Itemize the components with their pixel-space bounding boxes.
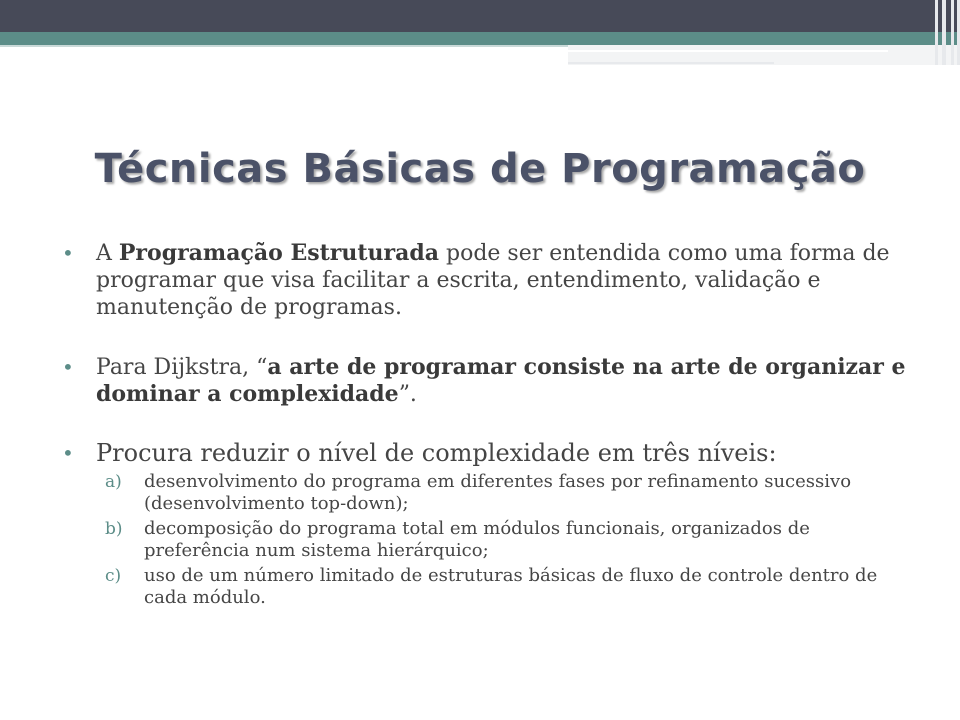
slide-body xyxy=(58,240,908,609)
sub-item-text: uso de um número limitado de estruturas básicas de fluxo de controle dentro de cada módulo. xyxy=(144,565,878,608)
bullet-text-pre: Para Dijkstra, “ xyxy=(96,355,268,380)
sub-item-c xyxy=(58,565,908,609)
header-band xyxy=(0,0,960,32)
bullet-text-post: pode ser entendida como uma forma de programar que visa facilitar a escrita, entendimento, validação e manutenção de programas. xyxy=(96,241,890,320)
bullet-text: Procura reduzir o nível de complexidade em três níveis: xyxy=(96,439,777,467)
sub-item-letter: b) xyxy=(105,519,123,539)
corner-decoration xyxy=(926,0,960,65)
bullet-text-post: ”. xyxy=(398,382,417,407)
bullet-dot-icon: • xyxy=(62,355,74,379)
bullet-complexity-levels xyxy=(58,438,908,468)
bullet-text-bold: Programação Estruturada xyxy=(118,240,439,266)
sub-item-letter: a) xyxy=(105,472,122,492)
sub-item-a xyxy=(58,471,908,515)
accent-strip xyxy=(0,32,960,45)
sub-item-b xyxy=(58,518,908,562)
slide-title: Técnicas Básicas de Programação xyxy=(94,146,866,192)
sub-item-letter: c) xyxy=(105,566,122,586)
sub-item-text: decomposição do programa total em módulos funcionais, organizados de preferência num sistema hierárquico; xyxy=(144,518,810,561)
bullet-text-bold: a arte de programar consiste na arte de organizar e dominar a complexidade xyxy=(96,354,906,407)
sub-item-text: desenvolvimento do programa em diferentes fases por refinamento sucessivo (desenvolvimento top-down); xyxy=(144,471,852,514)
bullet-dot-icon: • xyxy=(62,241,74,265)
bullet-dot-icon: • xyxy=(62,441,74,465)
bullet-text-pre: A xyxy=(96,241,119,266)
header-notch-line xyxy=(568,50,888,52)
bullet-dijkstra xyxy=(58,354,908,408)
bullet-structured-programming xyxy=(58,240,908,321)
header-notch-line-2 xyxy=(568,62,774,64)
